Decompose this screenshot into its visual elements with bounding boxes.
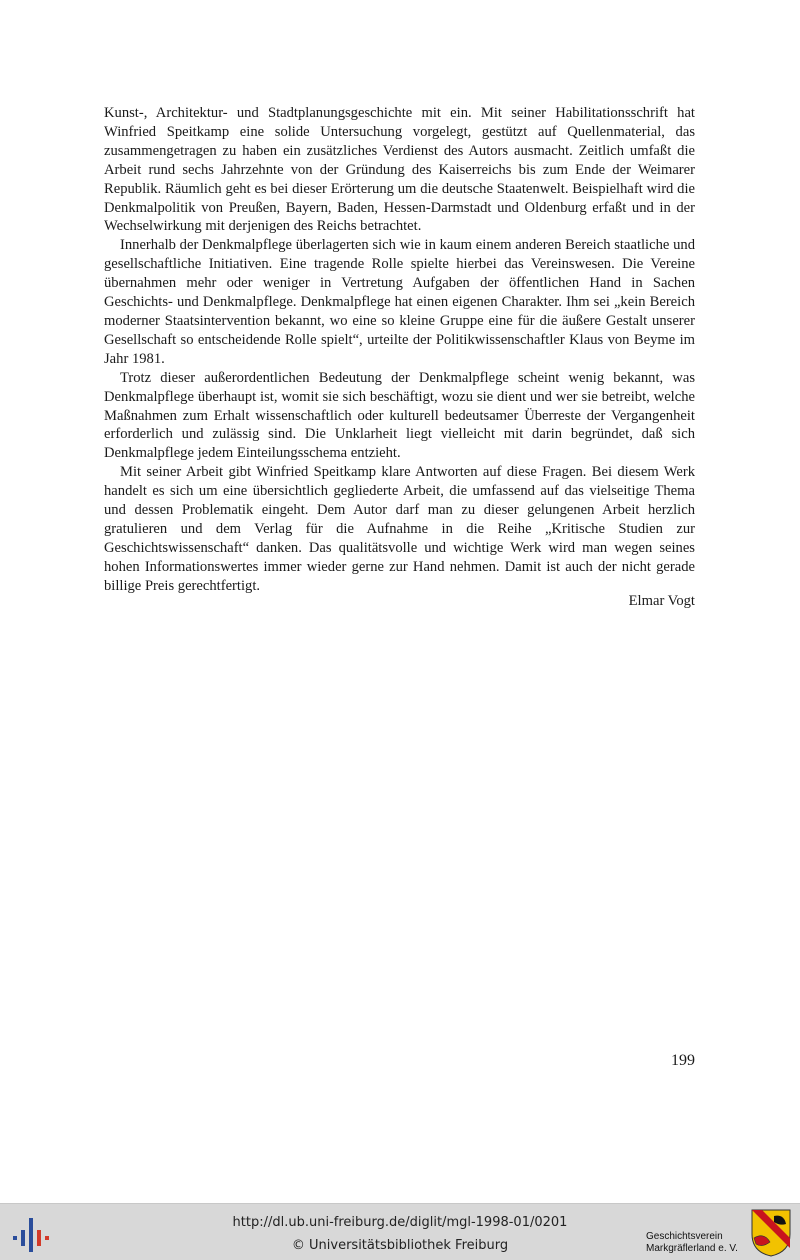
paragraph-1: Kunst-, Architektur- und Stadtplanungsgeschichte mit ein. Mit seiner Habilitationsschrift hat Winfried Speitkamp eine solide Untersuchung vorgelegt, gestützt auf Quellenmaterial, das zusammengetragen zu haben ein zusätzliches Verdienst des Autors ausmacht. Zeitlich umfaßt die Arbeit rund sechs Jahrzehnte von der Gründung des Kaiserreichs bis zum Ende der Weimarer Republik. Räumlich geht es bei dieser Erörterung um die deutsche Staatenwelt. Beispielhaft wird die Denkmalpolitik von Preußen, Bayern, Baden, Hessen-Darmstadt und Oldenburg erfaßt und in der Wechselwirkung mit derjenigen des Reichs betrachtet. <box>104 105 695 235</box>
library-footer <box>0 1203 800 1260</box>
copyright-text: © Universitätsbibliothek Freiburg <box>291 1238 509 1253</box>
document-url-link[interactable]: http://dl.ub.uni-freiburg.de/diglit/mgl-1998-01/0201 <box>232 1215 568 1230</box>
author-signature: Elmar Vogt <box>628 593 695 609</box>
society-name-line1: Geschichtsverein <box>646 1231 723 1242</box>
society-crest-icon <box>750 1208 792 1258</box>
paragraph-2: Innerhalb der Denkmalpflege überlagerten sich wie in kaum einem anderen Bereich staatliche und gesellschaftliche Initiativen. Eine tragende Rolle spielte hierbei das Vereinswesen. Die Vereine übernahmen mehr oder weniger in Vertretung Aufgaben der öffentlichen Hand in Sachen Geschichts- und Denkmalpflege. Denkmalpflege hat einen eigenen Charakter. Ihm sei „kein Bereich moderner Staatsintervention bekannt, wo eine so kleine Gruppe eine für die äußere Gestalt unserer Gesellschaft so entscheidende Rolle spielt“, urteilte der Politikwissenschaftler Klaus von Beyme im Jahr 1981. <box>104 237 695 367</box>
paragraph-3: Trotz dieser außerordentlichen Bedeutung der Denkmalpflege scheint wenig bekannt, was Denkmalpflege überhaupt ist, womit sie sich beschäftigt, wozu sie dient und wer sie betreibt, welche Maßnahmen zum Erhalt wissenschaftlich oder kulturell bedeutsamer Überreste der Vergangenheit erforderlich und zulässig sind. Die Unklarheit liegt vielleicht mit darin begründet, daß sich Denkmalpflege jedem Einteilungsschema entzieht. <box>104 369 695 462</box>
society-name <box>646 1231 750 1255</box>
ub-freiburg-logo-icon[interactable] <box>10 1214 50 1254</box>
review-text <box>104 104 695 596</box>
paragraph-4: Mit seiner Arbeit gibt Winfried Speitkamp klare Antworten auf diese Fragen. Bei diesem Werk handelt es sich um eine übersichtlich gegliederte Arbeit, die umfassend auf das vielseitige Thema und dessen Problematik eingeht. Dem Autor darf man zu dieser gelungenen Arbeit herzlich gratulieren und dem Verlag für die Aufnahme in die Reihe „Kritische Studien zur Geschichtswissenschaft“ danken. Das qualitätsvolle und wichtige Werk wird man wegen seines hohen Informationswertes immer wieder gerne zur Hand nehmen. Damit ist auch der nicht gerade billige Preis gerechtfertigt. <box>104 464 695 594</box>
page-number: 199 <box>671 1052 695 1069</box>
society-name-line2: Markgräflerland e. V. <box>646 1243 738 1254</box>
